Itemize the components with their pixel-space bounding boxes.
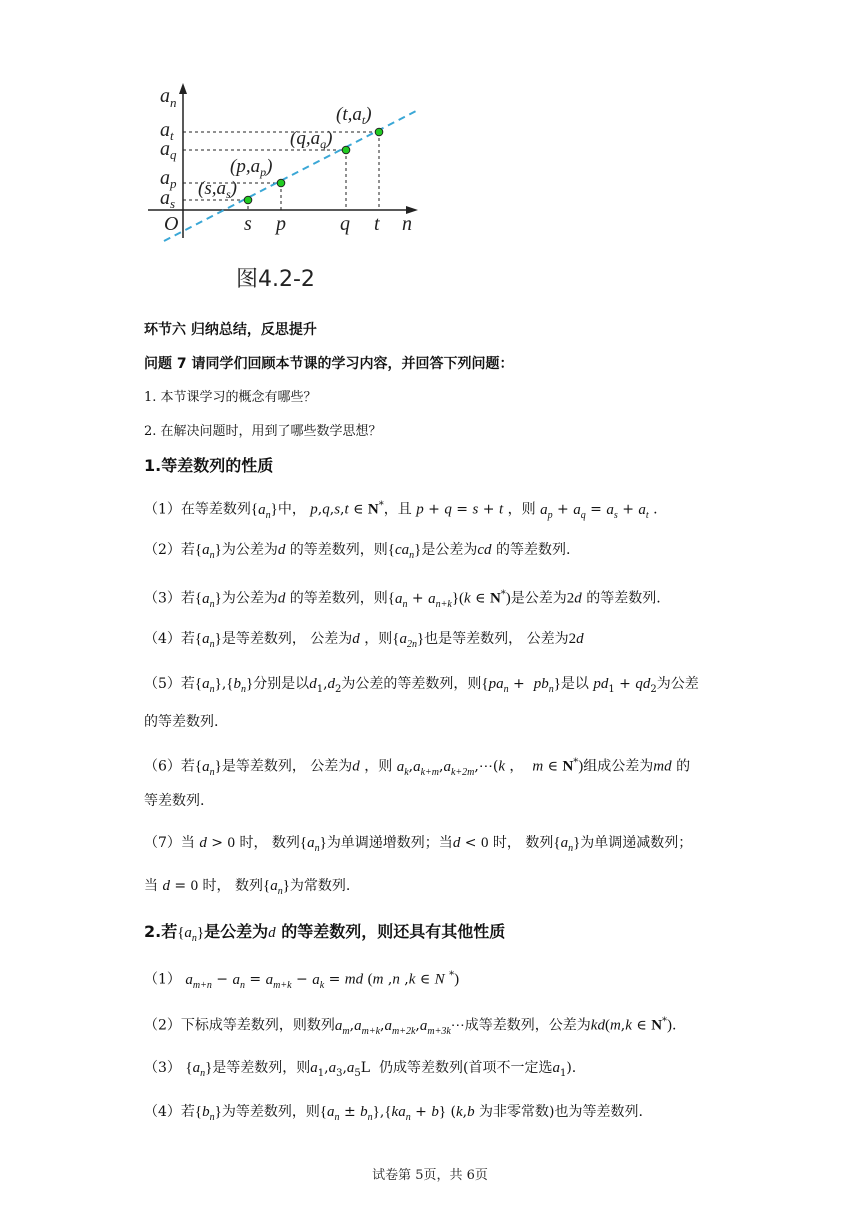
point-t <box>375 128 383 136</box>
property-2: （2）若$\{a_n\}$为公差为d 的等差数列，则$\{ca_n\}$是公差为cd 的等差数列. <box>144 542 571 561</box>
arithmetic-sequence-figure <box>140 80 440 260</box>
property-1: （1）在等差数列$\{a_n\}$中， p,q,s,t ∈ N*，且 p + q = s + t ，则 $a_p + a_q = a_s + a_t$ . <box>144 500 658 521</box>
y-axis-arrow <box>179 83 187 94</box>
heading-other-properties: 2.若$\{a_n\}$是公差为d 的等差数列，则还具有其他性质 <box>144 922 506 944</box>
origin-label: O <box>164 213 179 235</box>
page-footer: 试卷第 5页，共 6页 <box>372 1168 488 1183</box>
figure-caption: 图4.2-2 <box>236 267 315 292</box>
x-tick-s: s <box>244 213 252 235</box>
question-1: 1. 本节课学习的概念有哪些？ <box>144 390 317 405</box>
y-tick-ap: $a_p$ <box>160 167 177 191</box>
other-property-4: （4）若$\{b_n\}$为等差数列，则$\{a_n \pm b_n\},\{ka_n + b\}$ (k,b 为非零常数)也为等差数列. <box>144 1104 643 1123</box>
question-7: 问题 7 请同学们回顾本节课的学习内容，并回答下列问题： <box>144 356 514 372</box>
property-7-line-1: （7）当 d > 0 时， 数列$\{a_n\}$为单调递增数列；当d < 0 时， 数列$\{a_n\}$为单调递减数列； <box>144 835 693 854</box>
point-p <box>277 179 285 187</box>
property-7-line-2: 当 d = 0 时， 数列$\{a_n\}$为常数列. <box>144 878 351 897</box>
point-s <box>244 196 252 204</box>
other-property-2: （2）下标成等差数列，则数列$a_m,a_{m+k},a_{m+2k},a_{m+3k}\cdots$成等差数列，公差为kd(m,k ∈ N*). <box>144 1016 677 1037</box>
section-title: 环节六 归纳总结，反思提升 <box>144 322 317 338</box>
x-tick-p: p <box>276 213 286 235</box>
property-4: （4）若$\{a_n\}$是等差数列， 公差为d ，则$\{a_{2n}\}$也是等差数列， 公差为2d <box>144 631 584 650</box>
property-6-line-2: 等差数列. <box>144 793 205 809</box>
y-tick-at: $a_t$ <box>160 119 174 143</box>
heading-properties: 1.等差数列的性质 <box>144 456 274 475</box>
other-property-1: （1） $a_{m+n} - a_n = a_{m+k} - a_k$ = md (m ,n ,k ∈ N *) <box>144 970 460 991</box>
point-q <box>342 146 350 154</box>
x-tick-q: q <box>340 213 350 235</box>
property-5-line-2: 的等差数列. <box>144 714 219 730</box>
point-label-t: $(t,a_t)$ <box>336 104 372 127</box>
property-5-line-1: （5）若$\{a_n\},\{b_n\}$分别是以$d_1,d_2$为公差的等差数列，则$\{pa_n + pb_n\}$是以 $pd_1 + qd_2$为公差 <box>144 676 699 695</box>
y-tick-aq: $a_q$ <box>160 138 177 162</box>
question-2: 2. 在解决问题时，用到了哪些数学思想？ <box>144 424 382 439</box>
x-axis-label: n <box>402 213 412 235</box>
property-3: （3）若$\{a_n\}$为公差为d 的等差数列，则$\{a_n + a_{n+k}\}(k$ ∈ N*)是公差为2d 的等差数列. <box>144 589 661 610</box>
point-label-s: $(s,a_s)$ <box>198 178 237 201</box>
y-tick-as: $a_s$ <box>160 187 176 211</box>
property-6-line-1: （6）若$\{a_n\}$是等差数列， 公差为d ，则 $a_k,a_{k+m},a_{k+2m},\cdots(k$ ， m ∈ N*)组成公差为md 的 <box>144 757 691 778</box>
y-axis-label: $a_n$ <box>160 85 177 110</box>
x-tick-t: t <box>374 213 380 235</box>
point-label-q: $(q,a_q)$ <box>290 128 333 151</box>
point-label-p: $(p,a_p)$ <box>230 156 273 179</box>
other-property-3: （3） $\{a_n\}$是等差数列，则$a_1,a_3,a_5L$ 仍成等差数列(首项不一定选$a_1$). <box>144 1060 577 1079</box>
